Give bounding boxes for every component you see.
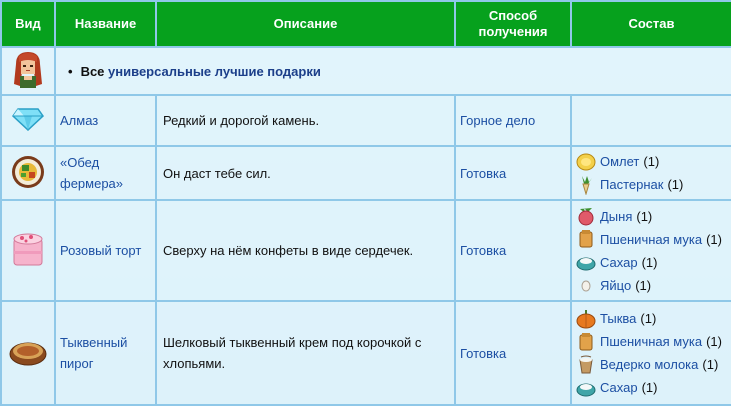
ingredient-link[interactable]: Ведерко молока [600, 357, 699, 372]
ingredient-qty: (1) [635, 277, 652, 293]
parsnip-icon [576, 175, 596, 195]
ingredient-qty: (1) [706, 231, 722, 247]
ingredient-link[interactable]: Тыква [600, 311, 637, 326]
table-row [1, 200, 731, 301]
item-description: Сверху на нём конфеты в виде сердечек. [156, 200, 455, 301]
item-icon-cell [1, 200, 55, 301]
ingredient [576, 150, 731, 173]
ingredient [576, 274, 731, 297]
ingredient-link[interactable]: Сахар [600, 254, 638, 270]
ingredient [576, 353, 731, 376]
item-name-link[interactable]: Тыквенный пирог [60, 335, 128, 371]
header-icon: Вид [1, 1, 55, 47]
villager-portrait-cell [1, 47, 55, 95]
farmers-lunch-icon [10, 154, 46, 190]
ingredient [576, 251, 731, 274]
ingredient-qty: (1) [702, 357, 719, 372]
villager-portrait-icon [10, 50, 46, 90]
item-ingredients [571, 146, 731, 200]
ingredient-qty: (1) [640, 311, 657, 326]
milk-pail-icon [576, 355, 596, 375]
table-row [1, 301, 731, 405]
ingredient [576, 205, 731, 228]
header-method [455, 1, 571, 47]
ingredient-link[interactable]: Сахар [600, 380, 638, 395]
diamond-icon [12, 107, 44, 131]
item-icon-cell [1, 146, 55, 200]
item-name[interactable] [55, 95, 156, 146]
pumpkin-icon [576, 309, 596, 329]
ingredient-link[interactable]: Дыня [600, 208, 633, 224]
ingredient-qty: (1) [706, 334, 722, 349]
header-row [1, 1, 731, 47]
item-description: Он даст тебе сил. [156, 146, 455, 200]
sugar-icon [576, 379, 596, 397]
item-method-link[interactable]: Готовка [460, 165, 507, 181]
table-row [1, 146, 731, 200]
ingredient-link[interactable]: Пастернак [600, 177, 664, 192]
ingredient-qty: (1) [667, 177, 684, 192]
wheat-flour-icon [576, 332, 596, 352]
header-method-label: Способ получения [478, 8, 548, 39]
ingredient-qty: (1) [643, 154, 660, 169]
ingredient [576, 330, 731, 353]
item-method-link[interactable]: Готовка [460, 345, 507, 361]
header-description: Описание [156, 1, 455, 47]
ingredient-link[interactable]: Пшеничная мука [600, 231, 703, 247]
item-name[interactable] [55, 200, 156, 301]
ingredient-link[interactable]: Пшеничная мука [600, 334, 703, 349]
ingredient-link[interactable]: Омлет [600, 154, 640, 169]
omelet-icon [576, 153, 596, 171]
pumpkin-pie-icon [9, 337, 47, 367]
ingredient [576, 228, 731, 251]
item-name[interactable] [55, 146, 156, 200]
item-description: Редкий и дорогой камень. [156, 95, 455, 146]
pink-cake-icon [11, 229, 45, 269]
universal-gifts-link[interactable]: универсальные лучшие подарки [108, 63, 321, 79]
bullet-dot: • [68, 63, 73, 79]
item-method[interactable] [455, 200, 571, 301]
header-ingredients: Состав [571, 1, 731, 47]
ingredient [576, 173, 731, 196]
wheat-flour-icon [576, 229, 596, 249]
item-method[interactable] [455, 146, 571, 200]
universal-row [1, 47, 731, 95]
ingredient-link[interactable]: Яйцо [600, 277, 632, 293]
item-method-link[interactable]: Готовка [460, 243, 507, 258]
ingredient [576, 376, 731, 399]
table-row [1, 95, 731, 146]
item-name-link[interactable]: Розовый торт [60, 243, 142, 258]
item-method[interactable] [455, 301, 571, 405]
item-icon-cell [1, 95, 55, 146]
item-name[interactable] [55, 301, 156, 405]
item-name-link[interactable]: Алмаз [60, 113, 99, 128]
item-name-link[interactable]: «Обед фермера» [60, 155, 124, 191]
header-name: Название [55, 1, 156, 47]
item-method-link[interactable]: Горное дело [460, 113, 536, 128]
ingredient-qty: (1) [636, 208, 653, 224]
ingredient [576, 307, 731, 330]
melon-icon [576, 206, 596, 226]
egg-icon [576, 276, 596, 294]
ingredient-qty: (1) [641, 380, 658, 395]
universal-gifts-cell [55, 47, 731, 95]
item-ingredients [571, 95, 731, 146]
ingredient-qty: (1) [641, 254, 658, 270]
universal-prefix: Все [80, 63, 105, 79]
item-method[interactable] [455, 95, 571, 146]
item-description: Шелковый тыквенный крем под корочкой с хлопьями. [156, 301, 455, 405]
sugar-icon [576, 253, 596, 271]
item-icon-cell [1, 301, 55, 405]
item-ingredients [571, 200, 731, 301]
item-ingredients [571, 301, 731, 405]
